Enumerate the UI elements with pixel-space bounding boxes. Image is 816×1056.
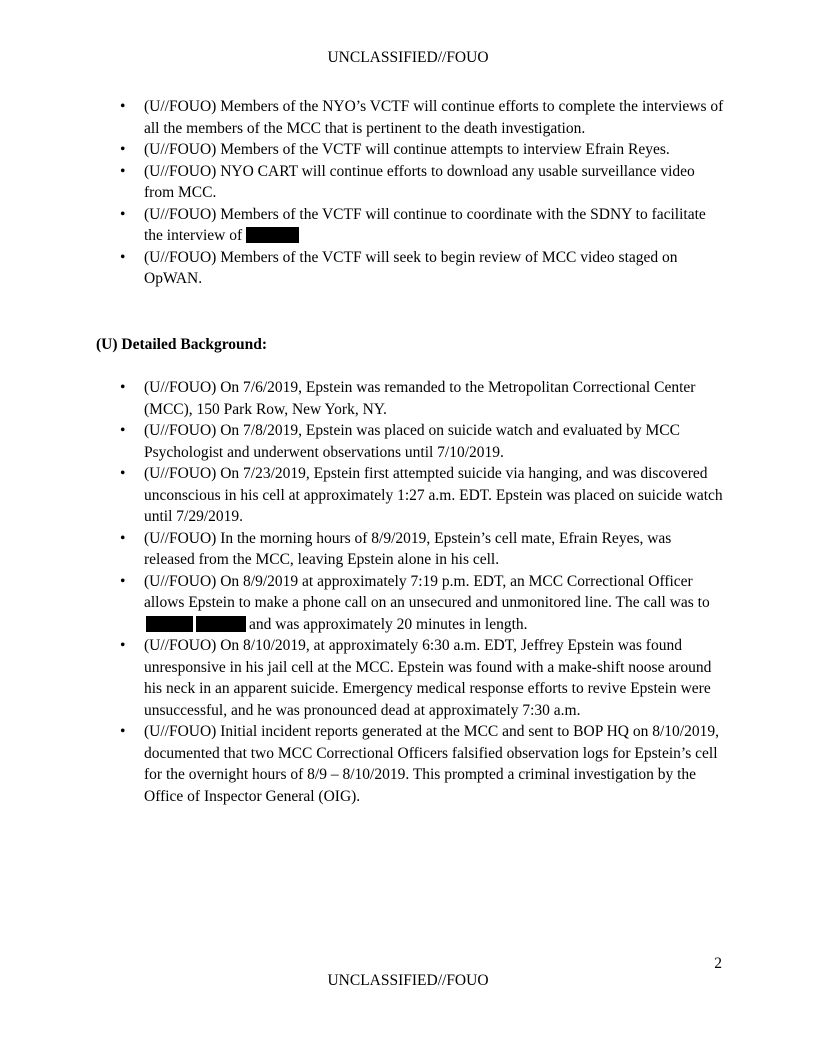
redaction-block: [146, 616, 193, 632]
next-steps-list: [144, 96, 724, 290]
list-item: • (U//FOUO) NYO CART will continue efforts to download any usable surveillance video from MCC.: [144, 161, 724, 204]
list-item: • (U//FOUO) On 7/8/2019, Epstein was placed on suicide watch and evaluated by MCC Psychologist and underwent observations until 7/10/2019.: [144, 420, 724, 463]
list-item: • (U//FOUO) Members of the VCTF will seek to begin review of MCC video staged on OpWAN.: [144, 247, 724, 290]
list-item: • (U//FOUO) Members of the NYO’s VCTF will continue efforts to complete the interviews of all the members of the MCC that is pertinent to the death investigation.: [144, 96, 724, 139]
list-item-text: (U//FOUO) On 8/9/2019 at approximately 7:19 p.m. EDT, an MCC Correctional Officer allows Epstein to make a phone call on an unsecured and unmonitored line. The call was to: [144, 572, 710, 611]
list-item: • (U//FOUO) On 7/6/2019, Epstein was remanded to the Metropolitan Correctional Center (MCC), 150 Park Row, New York, NY.: [144, 377, 724, 420]
list-item-text: (U//FOUO) Members of the VCTF will continue to coordinate with the SDNY to facilitate the interview of: [144, 205, 706, 244]
list-item: [144, 204, 724, 247]
footer-classification-marking: UNCLASSIFIED//FOUO: [327, 972, 489, 989]
page-number: 2: [714, 955, 722, 972]
redaction-block: [246, 227, 299, 243]
header-classification-marking: UNCLASSIFIED//FOUO: [327, 49, 489, 66]
list-item: • (U//FOUO) On 8/10/2019, at approximately 6:30 a.m. EDT, Jeffrey Epstein was found unresponsive in his jail cell at the MCC. Epstein was found with a make-shift noose around his neck in an apparent suicide. Emergency medical response efforts to revive Epstein were unsuccessful, and he was pronounced dead at approximately 7:30 a.m.: [144, 635, 724, 721]
list-item-text: and was approximately 20 minutes in length.: [249, 615, 528, 633]
background-list: [144, 377, 724, 807]
section-heading-detailed-background: (U) Detailed Background:: [96, 336, 268, 353]
list-item: [144, 571, 724, 636]
list-item: • (U//FOUO) On 7/23/2019, Epstein first attempted suicide via hanging, and was discovered unconscious in his cell at approximately 1:27 a.m. EDT. Epstein was placed on suicide watch until 7/29/2019.: [144, 463, 724, 528]
redaction-block: [196, 616, 246, 632]
list-item: • (U//FOUO) Initial incident reports generated at the MCC and sent to BOP HQ on 8/10/2019, documented that two MCC Correctional Officers falsified observation logs for Epstein’s cell for the overnight hours of 8/9 – 8/10/2019. This prompted a criminal investigation by the Office of Inspector General (OIG).: [144, 721, 724, 807]
list-item: • (U//FOUO) Members of the VCTF will continue attempts to interview Efrain Reyes.: [144, 139, 724, 161]
list-item: • (U//FOUO) In the morning hours of 8/9/2019, Epstein’s cell mate, Efrain Reyes, was released from the MCC, leaving Epstein alone in his cell.: [144, 528, 724, 571]
